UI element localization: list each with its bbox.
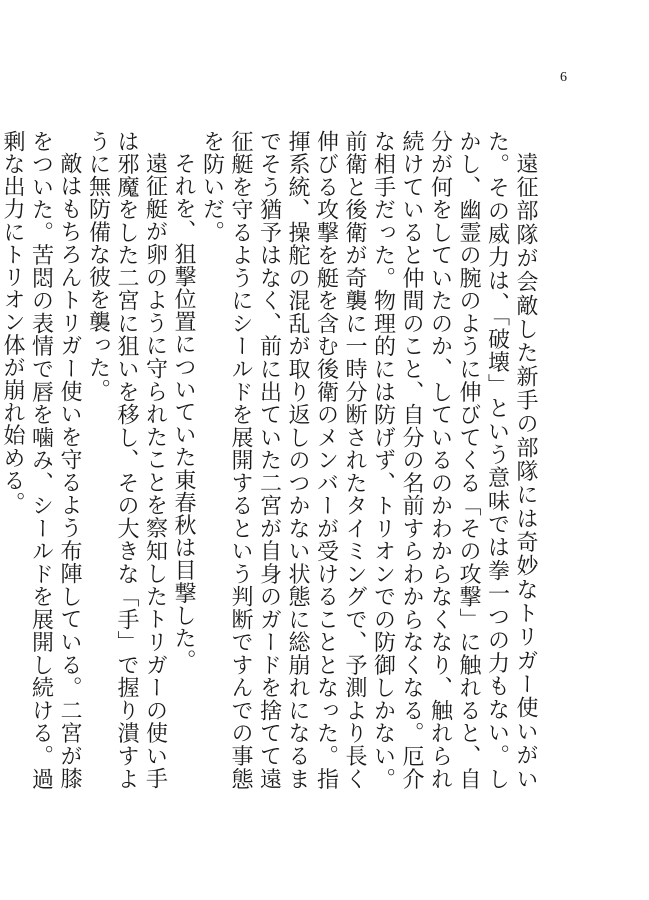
page-number: 6 — [560, 70, 567, 85]
body-text — [0, 130, 539, 790]
paragraph-2: それを、狙撃位置についていた東春秋は目撃した。 — [171, 152, 196, 672]
paragraph-1: 遠征部隊が会敵した新手の部隊には奇妙なトリガー使いがいた。その威力は、「破壊」という意味では拳一つの力もない。しかし、幽霊の腕のように伸びてくる「その攻撃」に触れると、自分が何をしていたのか、しているのかわからなくなり、触れられ続けていると仲間のこと、自分の名前すらわからなくなる。厄介な相手だった。物理的には防げず、トリオンでの防御しかない。前衛と後衛が奇襲に一時分断されたタイミングで、予測より長く伸びる攻撃を艇を含む後衛のメンバーが受けることとなった。指揮系統、操舵の混乱が取り返しのつかない状態に総崩れになるまでそう猶予はなく、前に出ていた二宮が自身のガードを捨てて遠征艇を守るようにシールドを展開するという判断ですんでの事態を防いだ。 — [199, 130, 538, 790]
paragraph-3: 遠征艇が卵のように守られたことを察知したトリガーの使い手は邪魔をした二宮に狙いを移し、その大きな「手」で握り潰すように無防備な彼を襲った。 — [85, 130, 168, 790]
paragraph-4: 敵はもちろんトリガー使いを守るよう布陣している。二宮が膝をついた。苦悶の表情で唇を噛み、シールドを展開し続ける。過剰な出力にトリオン体が崩れ始める。 — [0, 130, 82, 790]
